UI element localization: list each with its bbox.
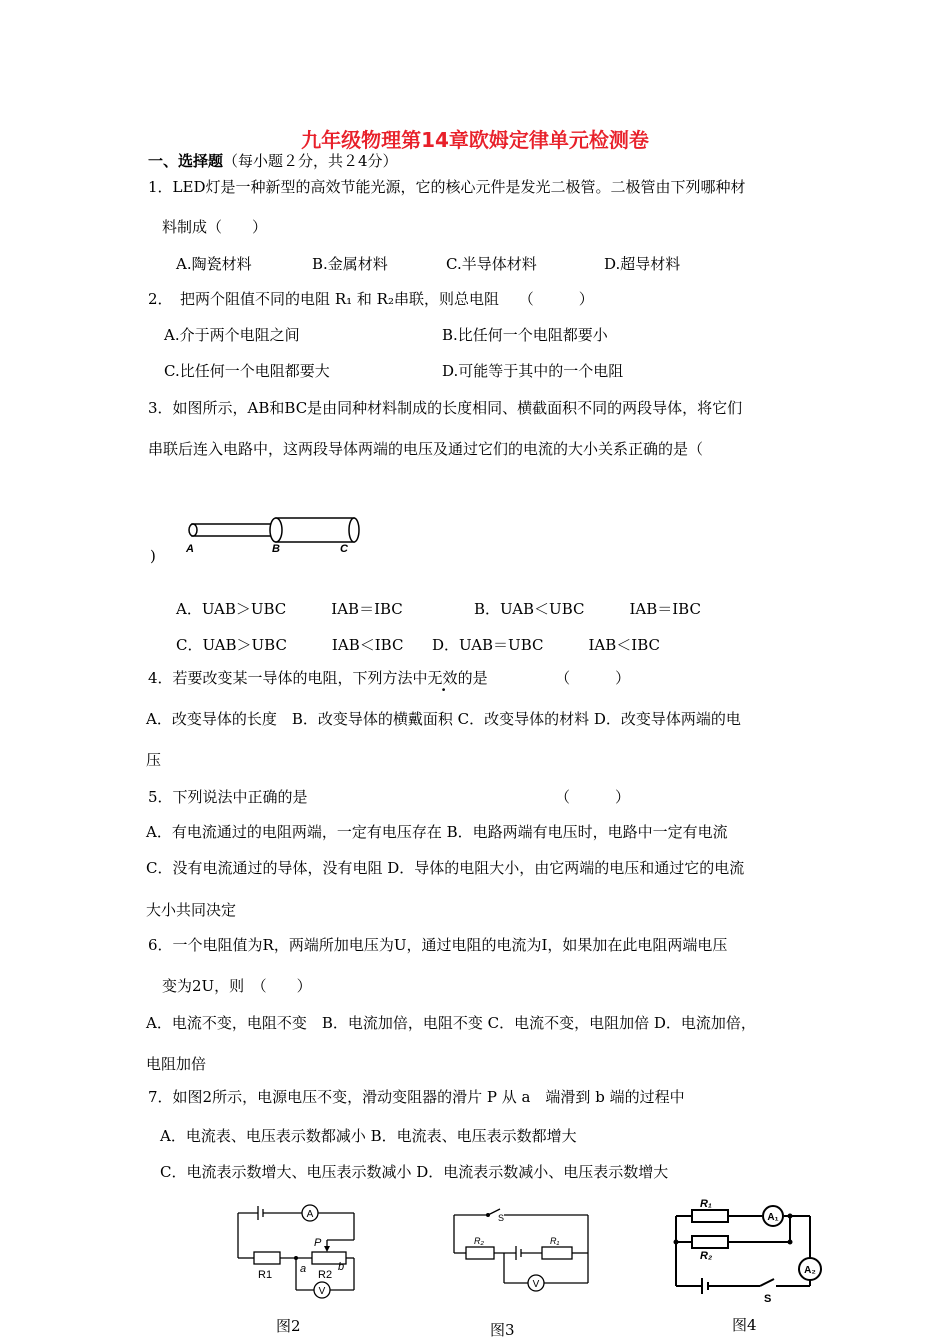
figure-3-circuit (448, 1205, 598, 1303)
q2-option-d: D.可能等于其中的一个电阻 (442, 362, 624, 380)
q3-option-c: C．UAB＞UBC IAB＜IBC (176, 636, 404, 654)
conductor-bc-far-end (349, 518, 359, 542)
a2-label: A₂ (804, 1265, 816, 1276)
point-a-label: A (186, 543, 194, 555)
q2-option-b: B.比任何一个电阻都要小 (442, 326, 608, 344)
point-c-label: C (340, 543, 348, 555)
slider-arrow-icon (324, 1246, 330, 1252)
q3-stem-close: ) (150, 547, 156, 565)
switch-icon (486, 1213, 490, 1217)
r2-label: R₂ (700, 1250, 713, 1262)
q4-stem-a: 4．若要改变某一导体的电阻，下列方法中 (148, 669, 428, 687)
q1-stem-cont: 料制成（ ） (162, 218, 268, 236)
q1-option-d: D.超导材料 (604, 255, 681, 273)
q3-option-d: D．UAB＝UBC IAB＜IBC (432, 636, 660, 654)
q2-option-c: C.比任何一个电阻都要大 (164, 362, 330, 380)
a1-label: A₁ (767, 1212, 779, 1223)
q4-emphasis: 无效 (427, 669, 458, 687)
q4-options-cont: 压 (146, 751, 162, 769)
q5-options-cd: C．没有电流通过的导体，没有电阻 D．导体的电阻大小，由它两端的电压和通过它的电流 (146, 859, 745, 877)
q2-option-a: A.介于两个电阻之间 (164, 326, 300, 344)
conductor-ab (192, 524, 282, 536)
figure-4-circuit (668, 1196, 828, 1308)
section-note: （每小题２分，共２4分） (223, 152, 398, 170)
q7-options-cd: C．电流表示数增大、电压表示数减小 D．电流表示数减小、电压表示数增大 (160, 1163, 669, 1181)
q3-stem: 3．如图所示，AB和BC是由同种材料制成的长度相同、横截面积不同的两段导体，将它们 (148, 399, 743, 417)
q7-stem: 7．如图2所示，电源电压不变，滑动变阻器的滑片 P 从 a 端滑到 b 端的过程中 (148, 1088, 685, 1106)
q2-stem: 2． 把两个阻值不同的电阻 R₁ 和 R₂串联，则总电阻 （ ） (148, 290, 594, 308)
section-label: 一、选择题 (148, 152, 224, 170)
r2-label: R2 (318, 1269, 333, 1281)
q3-option-b: B．UAB＜UBC IAB＝IBC (474, 600, 701, 618)
end-b-label: b (338, 1261, 345, 1273)
q6-stem-cont: 变为2U，则 （ ） (162, 977, 312, 995)
voltmeter-label: V (532, 1279, 540, 1290)
q4-stem (148, 669, 630, 687)
figure-2-circuit (230, 1200, 370, 1312)
q3-option-a: A．UAB＞UBC IAB＝IBC (176, 600, 403, 618)
slider-p-label: P (314, 1237, 322, 1249)
q5-options-ab: A．有电流通过的电阻两端，一定有电压存在 B．电路两端有电压时，电路中一定有电流 (146, 823, 728, 841)
conductor-ab-end (189, 524, 197, 536)
page-title: 九年级物理第14章欧姆定律单元检测卷 (301, 128, 649, 152)
section-heading (148, 152, 398, 170)
q7-options-ab: A．电流表、电压表示数都减小 B．电流表、电压表示数都增大 (160, 1127, 577, 1145)
q3-stem-cont: 串联后连入电路中，这两段导体两端的电压及通过它们的电流的大小关系正确的是（ (148, 440, 704, 458)
q1-stem: 1．LED灯是一种新型的高效节能光源，它的核心元件是发光二极管。二极管由下列哪种材 (148, 178, 746, 196)
conductor-bc-end (270, 518, 282, 542)
conductor-bc (276, 518, 354, 542)
q6-stem: 6．一个电阻值为R，两端所加电压为U，通过电阻的电流为I，如果加在此电阻两端电压 (148, 936, 728, 954)
figure-2-caption: 图2 (276, 1317, 301, 1335)
q6-options-cont: 电阻加倍 (146, 1055, 207, 1073)
r1-label: R₁ (550, 1236, 560, 1246)
r1-label: R1 (258, 1269, 273, 1281)
ammeter-label: A (306, 1209, 314, 1220)
q5-stem: 5．下列说法中正确的是 （ ） (148, 788, 631, 806)
figure-4-caption: 图4 (732, 1316, 757, 1334)
end-a-label: a (300, 1263, 307, 1275)
q4-options: A．改变导体的长度 B．改变导体的横戴面积 C．改变导体的材料 D．改变导体两端的电 (146, 710, 741, 728)
q4-stem-b: 的是 （ ） (457, 669, 631, 687)
q6-options: A．电流不变，电阻不变 B．电流加倍，电阻不变 C．电流不变，电阻加倍 D．电流加倍， (146, 1014, 756, 1032)
q1-option-b: B.金属材料 (312, 255, 388, 273)
switch-label: S (764, 1293, 772, 1305)
figure-3-caption: 图3 (490, 1321, 515, 1339)
r1-label: R₁ (700, 1198, 712, 1210)
switch-label: S (498, 1213, 505, 1223)
q1-option-a: A.陶瓷材料 (176, 255, 252, 273)
conductor-figure (180, 512, 370, 558)
voltmeter-label: V (318, 1286, 326, 1297)
q5-options-cont: 大小共同决定 (146, 901, 237, 919)
r2-label: R₂ (474, 1236, 484, 1246)
point-b-label: B (272, 543, 280, 555)
q1-option-c: C.半导体材料 (446, 255, 537, 273)
